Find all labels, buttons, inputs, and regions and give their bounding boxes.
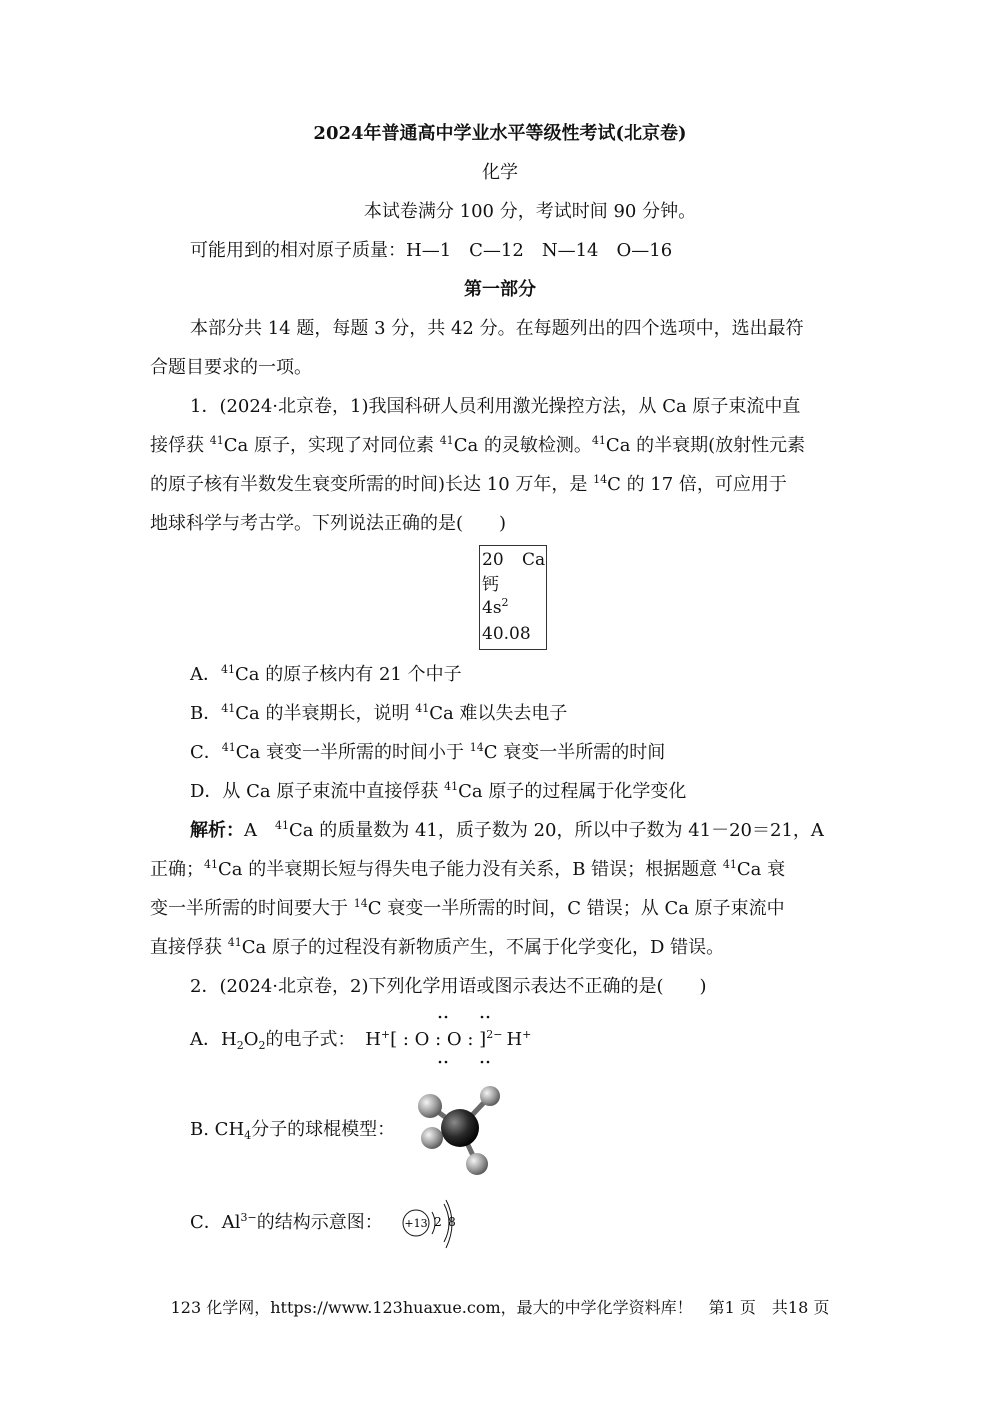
page-footer: 123 化学网，https://www.123huaxue.com，最大的中学化学资料库！ 第1 页 共18 页 [170,1298,830,1317]
exam-info: 本试卷满分 100 分，考试时间 90 分钟。 [363,201,697,222]
element-symbol: Ca [522,550,546,570]
lone-pair-dots [430,1012,510,1068]
subject-title: 化学 [482,162,518,183]
element-box-calcium [479,545,547,650]
q1-stem-line-4: 地球科学与考古学。下列说法正确的是( ) [150,513,507,534]
al-ion-structure-diagram [400,1196,464,1252]
q1-option-a: A．$^{41}$Ca 的原子核内有 21 个中子 [190,663,462,685]
exam-title: 2024年普通高中学业水平等级性考试(北京卷) [313,123,687,144]
q1-option-c: C．$^{41}$Ca 衰变一半所需的时间小于 $^{14}$C 衰变一半所需的时间 [190,741,666,763]
q2-stem: 2．(2024·北京卷，2)下列化学用语或图示表达不正确的是( ) [190,976,707,997]
q1-stem-line-2: 接俘获 $^{41}$Ca 原子，实现了对同位素 $^{41}$Ca 的灵敏检测。$^{41}$Ca 的半衰期(放射性元素 [150,434,806,456]
q1-analysis-line-1: 解析：A $^{41}$Ca 的质量数为 41，质子数为 20，所以中子数为 41－20＝21，A [190,819,824,841]
q1-analysis-line-4: 直接俘获 $^{41}$Ca 原子的过程没有新物质产生，不属于化学变化，D 错误。 [150,936,725,958]
part-title: 第一部分 [464,279,536,300]
part-intro-line-2: 合题目要求的一项。 [150,357,312,378]
electron-formula: H+[ : O : O : ]$^{2-}$ H+ [365,1028,532,1050]
q1-option-d: D．从 Ca 原子束流中直接俘获 $^{41}$Ca 原子的过程属于化学变化 [190,780,687,802]
atomic-masses: 可能用到的相对原子质量：H—1 C—12 N—14 O—16 [190,240,673,261]
ch4-ball-and-stick-model [410,1078,510,1183]
q2-option-a: A．$H_2O_2$的电子式： H+[ : O : O : ]$^{2-}$ H+ [190,1028,532,1052]
part-intro-line-1: 本部分共 14 题，每题 3 分，共 42 分。在每题列出的四个选项中，选出最符 [190,318,804,339]
element-mass: 40.08 [482,624,531,644]
q2-option-c: C．$Al^{3-}$的结构示意图： [190,1211,383,1233]
al-shell-2: 8 [448,1215,456,1229]
al-shell-1: 2 [434,1215,442,1229]
q1-analysis-line-2: 正确；$^{41}$Ca 的半衰期长短与得失电子能力没有关系，B 错误；根据题意 $^{41}$Ca 衰 [150,858,786,880]
q1-stem-line-3: 的原子核有半数发生衰变所需的时间)长达 10 万年，是 $^{14}$C 的 17 倍，可应用于 [150,473,787,495]
element-config: $4s^2$ [482,596,509,618]
q1-option-b: B．$^{41}$Ca 的半衰期长，说明 $^{41}$Ca 难以失去电子 [190,702,568,724]
al-nucleus-label: +13 [404,1217,428,1230]
element-name: 钙 [482,575,499,595]
q1-analysis-line-3: 变一半所需的时间要大于 $^{14}$C 衰变一半所需的时间，C 错误；从 Ca 原子束流中 [150,897,785,919]
q1-stem-line-1: 1．(2024·北京卷，1)我国科研人员利用激光操控方法，从 Ca 原子束流中直 [190,396,801,417]
element-number: 20 [482,550,504,570]
q2-option-b: B. $CH_4$分子的球棍模型： [190,1119,396,1142]
